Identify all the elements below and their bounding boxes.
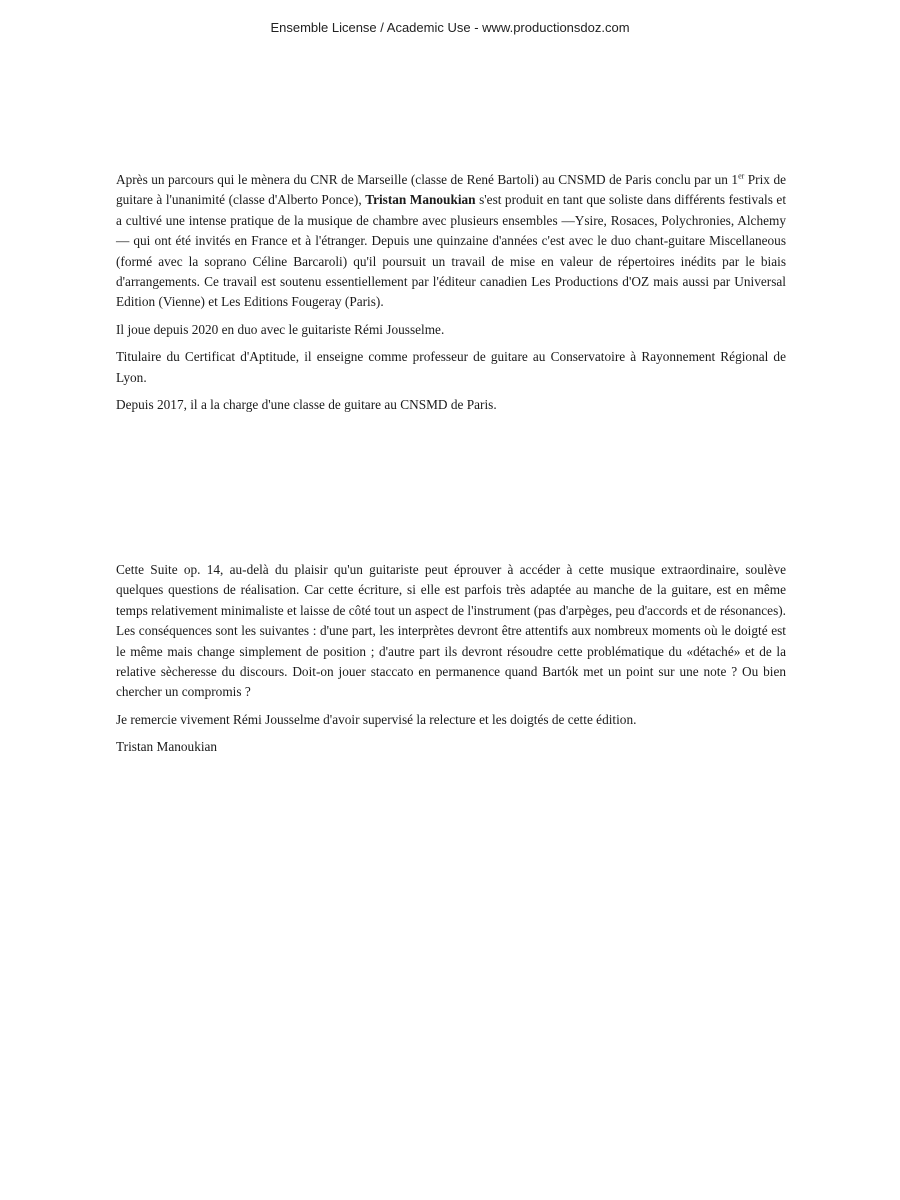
bio-text-career: s'est produit en tant que soliste dans différents festivals et a cultivé une intense pratique de la musique de chambre avec plusieurs ensembles —Ysire, Rosaces, Polychronies, Alchemy — qui ont été invités en France et à l'étranger. Depuis une quinzaine d'années c'est avec le duo chant-guitare Miscellaneous (formé avec la soprano Céline Barcaroli) qu'il poursuit un travail de mise en valeur de répertoires inédits par le biais d'arrangements. Ce travail est soutenu essentiellement par l'éditeur canadien Les Productions d'OZ mais aussi par Universal Edition (Vienne) et Les Editions Fougeray (Paris). [116,192,787,310]
bio-text-start: Après un parcours qui le mènera du CNR de Marseille (classe de René Bartoli) au CNSMD de Paris conclu par un 1 [116,172,739,187]
notes-paragraph-2: Je remercie vivement Rémi Jousselme d'avoir supervisé la relecture et les doigtés de cette édition. [116,711,637,727]
ordinal-superscript: er [738,171,745,181]
license-header: Ensemble License / Academic Use - www.productionsdoz.com [270,20,630,35]
bio-paragraph-4: Depuis 2017, il a la charge d'une classe de guitare au CNSMD de Paris. [116,397,497,413]
artist-name: Tristan Manoukian [365,192,476,208]
bio-text-prize: Prix de guitare à l'unanimité (classe d'Alberto Ponce), [116,172,786,208]
notes-signature: Tristan Manoukian [116,739,218,755]
biography-section [116,170,786,422]
bio-paragraph-3: Titulaire du Certificat d'Aptitude, il enseigne comme professeur de guitare au Conservatoire à Rayonnement Régional de Lyon. [116,349,786,385]
performance-notes-section [116,560,786,765]
bio-paragraph-1 [116,170,786,313]
notes-paragraph-1: Cette Suite op. 14, au-delà du plaisir qu'un guitariste peut éprouver à accéder à cette musique extraordinaire, soulève quelques questions de réalisation. Car cette écriture, si elle est parfois très adaptée au manche de la guitare, est en même temps relativement minimaliste et laisse de côté tout un aspect de l'instrument (pas d'arpèges, peu d'accords et de résonances). Les conséquences sont les suivantes : d'une part, les interprètes devront être attentifs aux nombreux moments où le doigté est le même mais change simplement de position ; d'autre part ils devront résoudre cette problématique du «détaché» et de la relative sècheresse du discours. Doit-on jouer staccato en permanence quand Bartók met un point sur une note ? Ou bien chercher un compromis ? [116,562,786,700]
bio-paragraph-2: Il joue depuis 2020 en duo avec le guitariste Rémi Jousselme. [116,321,445,337]
